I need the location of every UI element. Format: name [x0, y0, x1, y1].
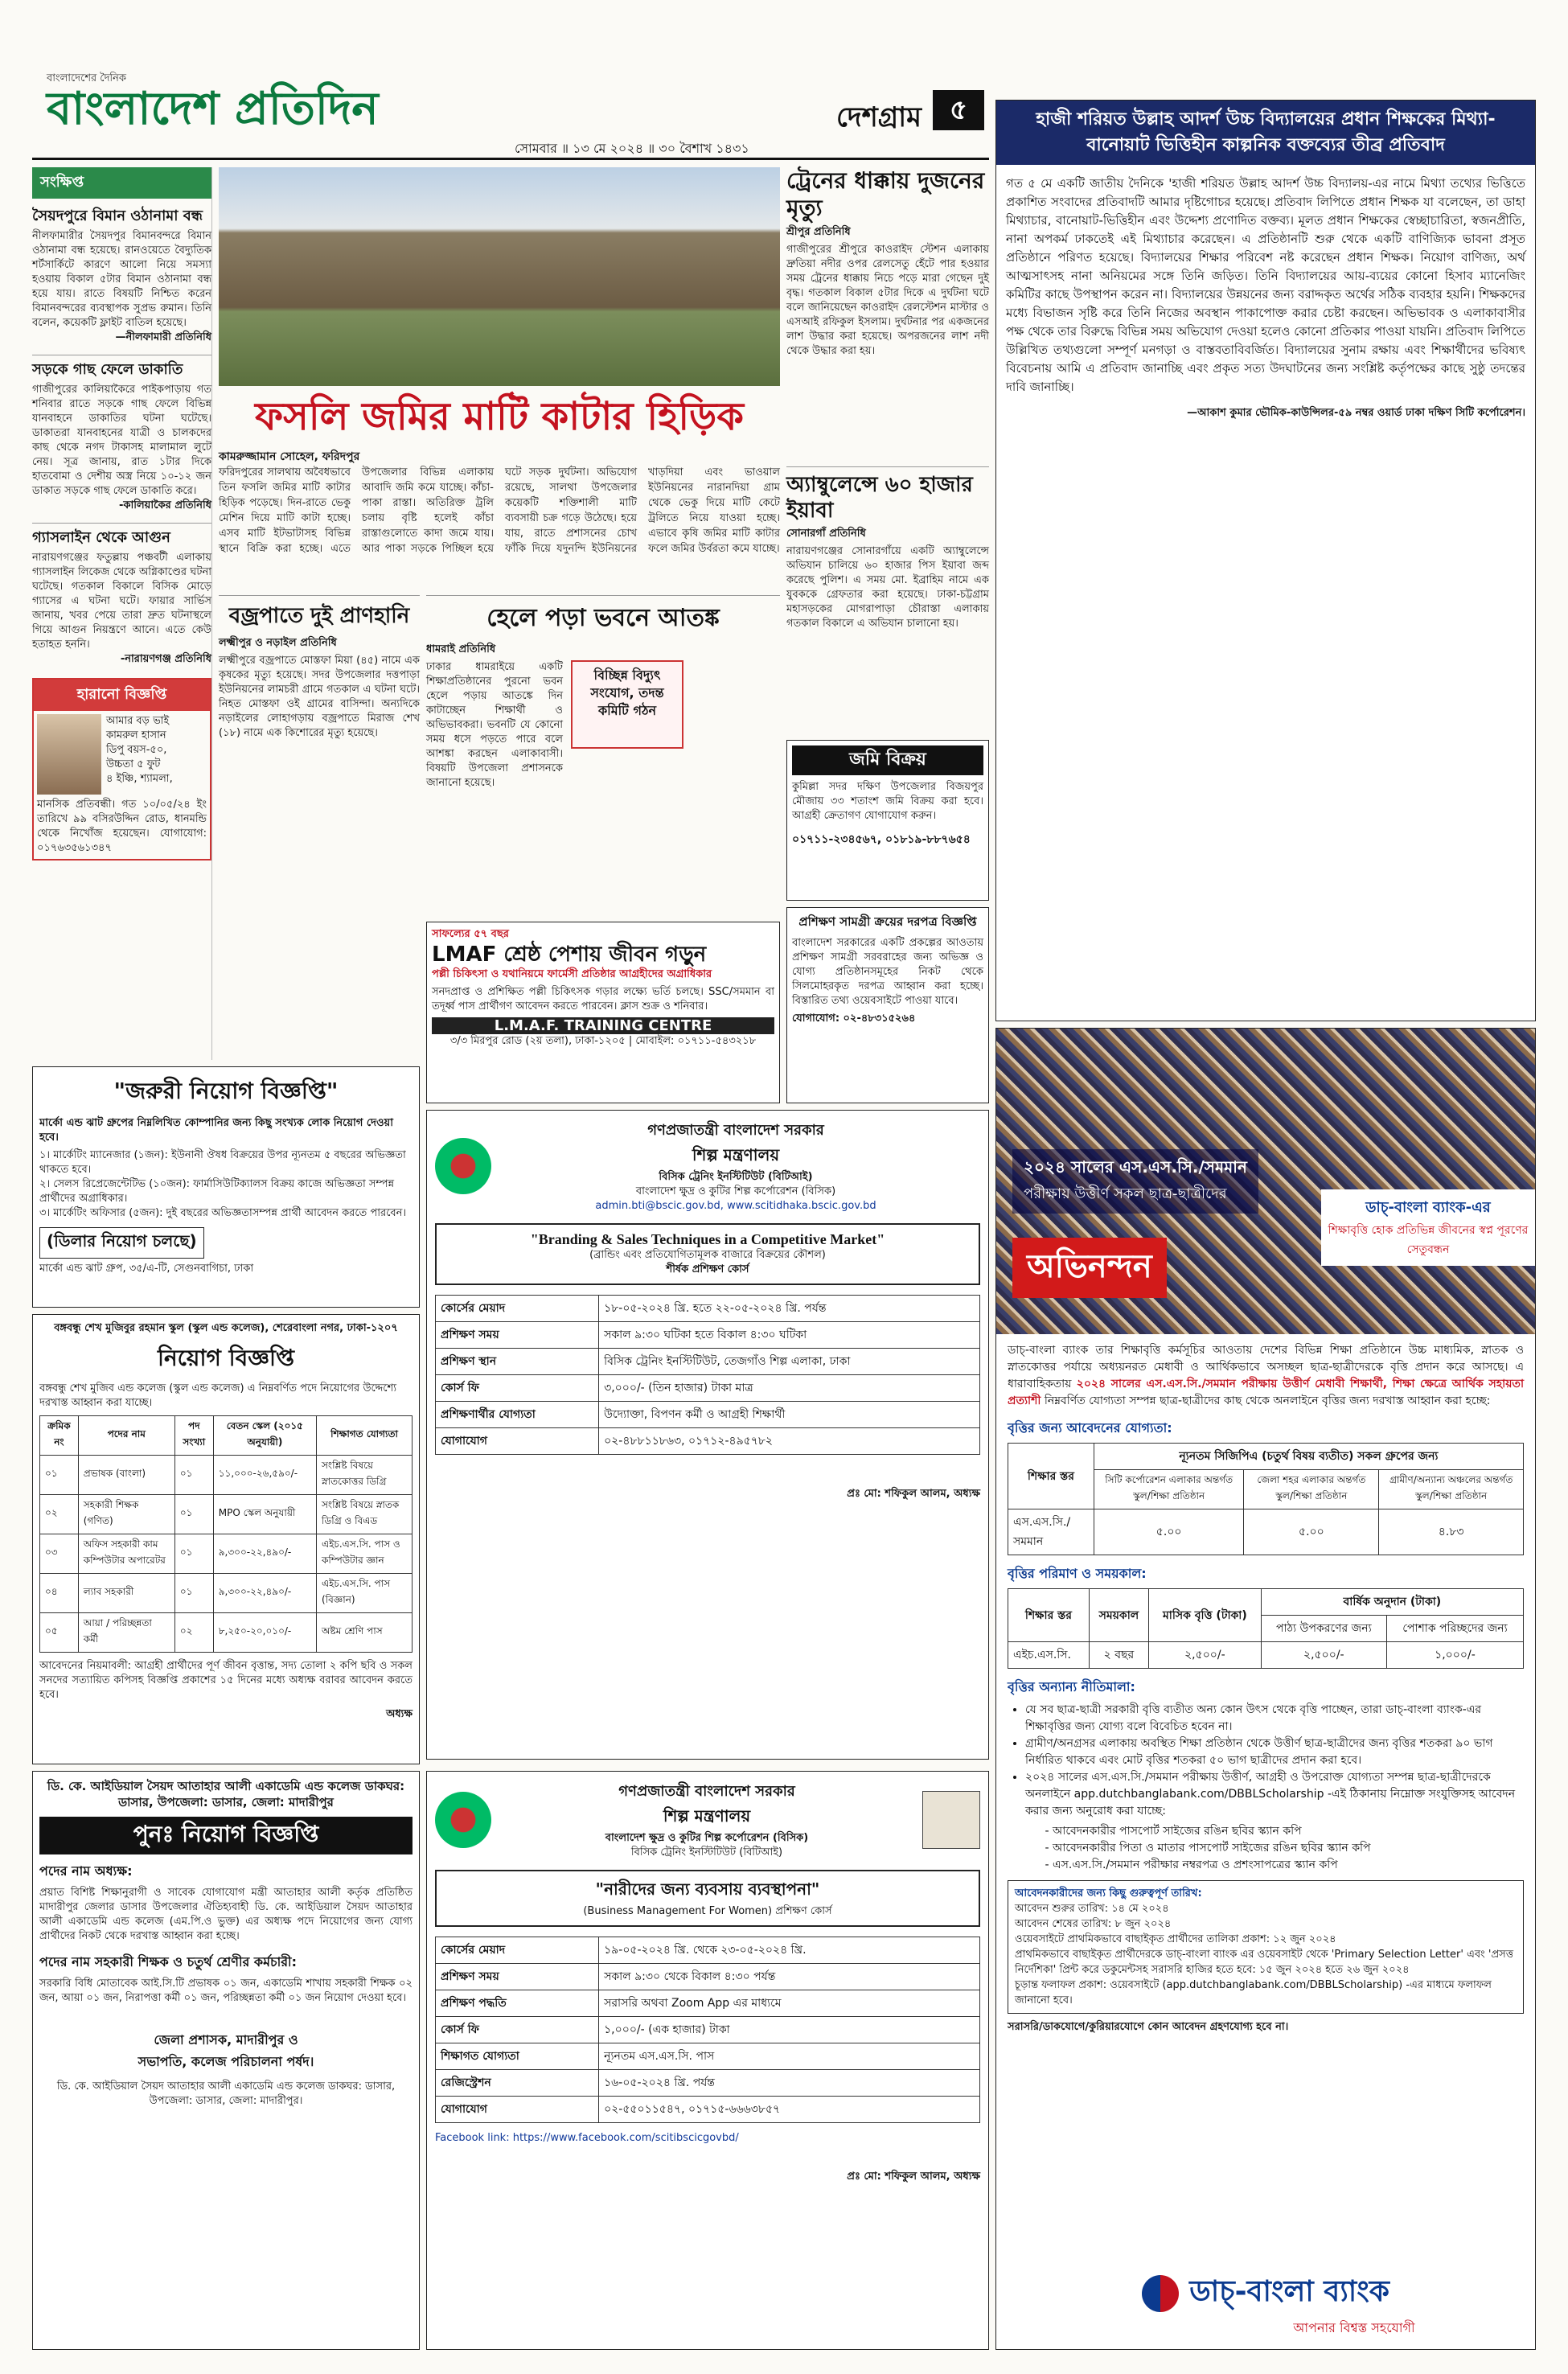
- table-cell: সংশ্লিষ্ট বিষয়ে স্নাতকোত্তর ডিগ্রি: [317, 1456, 413, 1495]
- main-story-text: কাঁচা-পাকা রাস্তা। অতিরিক্ত ট্রলি চলায় বৃষ্টি হলেই কাঁচা রাস্তাগুলোতে কাদা জমে যায়। আর পাকা সড়কে পিচ্ছিল হয়ে ঘটে সড়ক দুর্ঘটনা। অভিযোগ রয়েছে, সালথা উপজেলার কয়েকটি শক্তিশালী মাটি ব্যবসায়ী চক্র গড়ে উঠেছে।: [362, 466, 637, 555]
- job-ad-college-header: ডি. কে. আইডিয়াল সৈয়দ আতাহার আলী একাডেমি এন্ড কলেজ ডাকঘর: ডাসার, উপজেলা: ডাসার, জেলা: মাদারীপুর: [47, 1779, 405, 1809]
- intro-text: ডাচ্-বাংলা ব্যাংক তার শিক্ষাবৃত্তি কর্মসূচির আওতায় দেশের বিভিন্ন শিক্ষা প্রতিষ্ঠানে উচ্চ মাধ্যমিক, স্নাতক ও স্নাতকোত্তর পর্যায়ে অধ্যয়নরত মেধাবী ও আর্থিকভাবে অসচ্ছল ছাত্র-ছাত্রীদেরকে বৃত্তি প্রদান করে আসছে। এ ধারাবাহিকতায়: [1008, 1344, 1524, 1390]
- banner-line: পরীক্ষায় উত্তীর্ণ সকল ছাত্র-ছাত্রীদের: [1024, 1185, 1227, 1202]
- dbbl-logo-sub: আপনার বিশ্বস্ত সহযোগী: [1293, 2320, 1415, 2335]
- table-cell: প্রশিক্ষণ পদ্ধতি: [436, 1990, 599, 2017]
- table-row: [40, 1534, 413, 1574]
- masthead-rule: [32, 158, 989, 160]
- table-row: [436, 1296, 980, 1322]
- table-cell: সকাল ৯:৩০ থেকে বিকাল ৪:৩০ পর্যন্ত: [599, 1964, 980, 1990]
- table-cell: ১১,০০০-২৬,৫৯০/-: [213, 1456, 316, 1495]
- callout-text: বিচ্ছিন্ন বিদ্যুৎ সংযোগ, তদন্ত কমিটি গঠন: [590, 667, 664, 718]
- table-row: [1008, 1642, 1524, 1669]
- land-sale-ad: [786, 740, 989, 901]
- lmaf-subtitle: পল্লী চিকিৎসা ও যথানিয়মে ফার্মেসী প্রতিষ্ঠার আগ্রহীদের অগ্রাধিকার: [432, 968, 712, 980]
- table-row: [1008, 1509, 1524, 1555]
- table-cell: ০১: [174, 1574, 213, 1613]
- lmaf-years: সাফল্যের ৫৭ বছর: [432, 928, 509, 940]
- sidebar-item-byline: -কালিয়াকৈর প্রতিনিধি: [119, 499, 211, 511]
- gov-ad2-header3: বাংলাদেশ ক্ষুদ্র ও কুটির শিল্প কর্পোরেশন (বিসিক): [605, 1832, 809, 1844]
- sidebar-label: সংক্ষিপ্ত: [32, 167, 211, 199]
- date-line: আবেদন শুরুর তারিখ: ১৪ মে ২০২৪: [1015, 1903, 1169, 1915]
- dbbl-eligibility-table: [1008, 1443, 1524, 1555]
- table-cell: প্রভাষক (বাংলা): [78, 1456, 174, 1495]
- dbbl-amount-table: [1008, 1588, 1524, 1669]
- job-ad-college-sign: [39, 2030, 413, 2073]
- gov-ad2-header4: বিসিক ট্রেনিং ইনস্টিটিউট (বিটিআই): [630, 1846, 783, 1859]
- gov-ad-course-box: [435, 1223, 980, 1285]
- dbbl-ad: [995, 1028, 1536, 2350]
- table-cell: ০৩: [40, 1534, 79, 1574]
- logo: বাংলাদেশ প্রতিদিন: [47, 83, 379, 135]
- table-header: বার্ষিক অনুদান (টাকা): [1261, 1589, 1523, 1616]
- ambulance-story-byline: সোনারগাঁ প্রতিনিধি: [786, 528, 866, 540]
- job-ad-college-address: ডি. কে. আইডিয়াল সৈয়দ আতাহার আলী একাডেমি এন্ড কলেজ ডাকঘর: ডাসার, উপজেলা: ডাসার, জেলা: মাদারীপুর।: [56, 2080, 396, 2107]
- missing-line: কামরুল হাসান: [106, 729, 166, 741]
- table-cell: কোর্স ফি: [436, 2017, 599, 2043]
- lightning-story-headline: বজ্রপাতে দুই প্রাণহানি: [228, 604, 410, 628]
- gov-ad-women: [426, 1771, 989, 2350]
- table-cell: ল্যাব সহকারী: [78, 1574, 174, 1613]
- job-ad-urgent-dealer: (ডিলার নিয়োগ চলছে): [39, 1227, 204, 1259]
- table-row: [436, 1402, 980, 1428]
- table-header: সিটি কর্পোরেশন এলাকার অন্তর্গত স্কুল/শিক্ষা প্রতিষ্ঠান: [1094, 1470, 1244, 1509]
- table-cell: কোর্সের মেয়াদ: [436, 1937, 599, 1964]
- lmaf-body: সনদপ্রাপ্ত ও প্রশিক্ষিত পল্লী চিকিৎসক গড়ার লক্ষ্যে ভর্তি চলছে। SSC/সমমান বা তদূর্ধ্ব পাস প্রার্থীগণ আবেদন করতে পারবেন। ক্লাস শুক্র ও শনিবার।: [432, 986, 774, 1012]
- gov-ad-header4: বাংলাদেশ ক্ষুদ্র ও কুটির শিল্প কর্পোরেশন (বিসিক): [635, 1185, 836, 1197]
- dbbl-banner-congrats: অভিনন্দন: [1012, 1238, 1167, 1298]
- table-cell: ০১: [174, 1456, 213, 1495]
- gov-ad-header1: গণপ্রজাতন্ত্রী বাংলাদেশ সরকার: [647, 1122, 824, 1139]
- banner-line: ২০২৪ সালের এস.এস.সি./সমমান: [1024, 1157, 1247, 1177]
- table-cell: ন্যূনতম এস.এস.সি. পাস: [599, 2043, 980, 2070]
- land-sale-phone: ০১৭১১-২৩৪৫৬৭, ০১৮১৯-৮৮৭৬৫৪: [792, 833, 971, 846]
- table-cell: এইচ.এস.সি. পাস (বিজ্ঞান): [317, 1574, 413, 1613]
- table-cell: প্রশিক্ষণ সময়: [436, 1964, 599, 1990]
- sidebar-item-body: গাজীপুরের কালিয়াকৈরে পাইকপাড়ায় গত শনিবার রাতে সড়কে গাছ ফেলে বিভিন্ন যানবাহনে ডাকাতির ঘটনা ঘটেছে। ডাকাতরা যানবাহনের যাত্রী ও চালকদের কাছ থেকে নগদ টাকাসহ মালামাল লুটে নেয়। সূত্র জানায়, রাত ১টার দিকে হাতবোমা ও দেশীয় অস্ত্র নিয়ে ১০-১২ জন ডাকাত সড়কে গাছ ফেলে ডাকাতি করে।: [32, 384, 211, 497]
- table-header: জেলা শহর এলাকার অন্তর্গত স্কুল/শিক্ষা প্রতিষ্ঠান: [1244, 1470, 1379, 1509]
- list-item: - এস.এস.সি./সমমান পরীক্ষার নম্বরপত্র ও প্রশংসাপত্রের স্ক্যান কপি: [1053, 1857, 1524, 1874]
- table-cell: ২,৫০০/-: [1261, 1642, 1386, 1669]
- sidebar: [32, 167, 212, 1060]
- list-item: - আবেদনকারীর পাসপোর্ট সাইজের রঙিন ছবির স্ক্যান কপি: [1053, 1823, 1524, 1840]
- masthead-tagline: বাংলাদেশের দৈনিক: [47, 72, 126, 84]
- job-ad-school-footer: আবেদনের নিয়মাবলী: আগ্রহী প্রার্থীদের পূর্ণ জীবন বৃত্তান্ত, সদ্য তোলা ২ কপি ছবি ও সকল সনদের সত্যায়িত কপিসহ বিজ্ঞপ্তি প্রকাশের ১৫ দিনের মধ্যে অধ্যক্ষ বরাবর আবেদন করতে হবে।: [39, 1660, 413, 1701]
- job-ad-college-body2: সরকারি বিধি মোতাবেক আই.সি.টি প্রভাষক ০১ জন, একাডেমি শাখায় সহকারী শিক্ষক ০২ জন, আয়া ০১ জন, নিরাপত্তা কর্মী ০১ জন, পরিচ্ছন্নতা কর্মী ০১ জন নিয়োগ দেওয়া হবে।: [39, 1978, 413, 2004]
- job-ad-school-header: বঙ্গবন্ধু শেখ মুজিবুর রহমান স্কুল (স্কুল এন্ড কলেজ), শেরেবাংলা নগর, ঢাকা-১২০৭: [54, 1322, 398, 1334]
- table-cell: ৩,০০০/- (তিন হাজার) টাকা মাত্র: [599, 1375, 980, 1402]
- job-ad-urgent-item: ২। সেলস রিপ্রেজেন্টেটিভ (১০জন): ফার্মাসিউটিক্যালস বিক্রয় কাজে অভিজ্ঞতা সম্পন্ন প্রার্থীদের অগ্রাধিকার।: [39, 1178, 394, 1205]
- train-story-byline: শ্রীপুর প্রতিনিধি: [786, 226, 851, 238]
- table-row: [40, 1574, 413, 1613]
- missing-line: ৪ ইঞ্চি, শ্যামলা,: [106, 773, 173, 785]
- table-row: [436, 2043, 980, 2070]
- page-number-badge: [933, 90, 984, 130]
- land-sale-body: কুমিল্লা সদর দক্ষিণ উপজেলার বিজয়পুর মৌজায় ৩৩ শতাংশ জমি বিক্রয় করা হবে। আগ্রহী ক্রেতাগণ যোগাযোগ করুন।: [792, 781, 983, 822]
- table-cell: শিক্ষাগত যোগ্যতা: [436, 2043, 599, 2070]
- gov-seal-icon: [435, 1792, 491, 1848]
- side-brand: ডাচ্-বাংলা ব্যাংক-এর: [1365, 1199, 1491, 1216]
- table-cell: ০২-৪৮৮১১৮৬৩, ০১৭১২-৪৯৫৭৮২: [599, 1428, 980, 1455]
- job-ad-urgent-item: ১। মার্কেটিং ম্যানেজার (১জন): ইউনানী ঔষধ বিক্রয়ের উপর ন্যূনতম ৫ বছরের অভিজ্ঞতা থাকতে হবে।: [39, 1149, 406, 1176]
- school-story-headline: হেলে পড়া ভবনে আতঙ্ক: [486, 604, 720, 632]
- training-tender-ad: [786, 907, 989, 1103]
- table-header: পোশাক পরিচ্ছদের জন্য: [1386, 1616, 1523, 1642]
- main-story-text: ফরিদপুরের সালথায় অবৈধভাবে তিন ফসলি জমির মাটি কাটার হিড়িক পড়েছে। দিন-রাতে ভেকু মেশিন দিয়ে মাটি কাটা হচ্ছে। এসব মাটি ইটভাটাসহ বিভিন্ন স্থানে বিক্রি করা হচ্ছে। এতে উপজেলার বিভিন্ন এলাকায় আবাদি জমি কমে যাচ্ছে।: [219, 466, 494, 555]
- dbbl-note: সরাসরি/ডাকযোগে/কুরিয়ারযোগে কোন আবেদন গ্রহণযোগ্য হবে না।: [1008, 2021, 1289, 2033]
- table-cell: ১৬-০৫-২০২৪ খ্রি. পর্যন্ত: [599, 2070, 980, 2097]
- page-number: ৫: [949, 94, 968, 126]
- table-cell: এইচ.এস.সি.: [1008, 1642, 1090, 1669]
- missing-details: মানসিক প্রতিবন্ধী। গত ১০/০৫/২৪ ইং তারিখে ৯৯ বসিরউদ্দিন রোড, ধানমন্ডি থেকে নিখোঁজ হয়েছেন। যোগাযোগ: ০১৭৬৩৫৬১৩৪৭: [37, 799, 207, 854]
- dbbl-logo: [996, 2269, 1535, 2339]
- sign-line: জেলা প্রশাসক, মাদারীপুর ও: [154, 2032, 298, 2047]
- table-row: [436, 1428, 980, 1455]
- job-ad-urgent-intro: মার্কো এন্ড ঝাট গ্রুপের নিম্নলিখিত কোম্পানির জন্য কিছু সংখ্যক লোক নিয়োগ দেওয়া হবে।: [39, 1117, 393, 1144]
- training-body: বাংলাদেশ সরকারের একটি প্রকল্পের আওতায় প্রশিক্ষণ সামগ্রী সরবরাহের জন্য অভিজ্ঞ ও যোগ্য প্রতিষ্ঠানসমূহের নিকট থেকে সিলমোহরকৃত দরপত্র আহ্বান করা হচ্ছে। বিস্তারিত তথ্য ওয়েবসাইটে পাওয়া যাবে।: [792, 937, 983, 1007]
- gov-ad2-course-box: [435, 1870, 980, 1927]
- sidebar-item-body: নারায়ণগঞ্জের ফতুল্লায় পঞ্চবটী এলাকায় গ্যাসলাইন লিকেজ থেকে অগ্নিকাণ্ডের ঘটনা ঘটেছে। গতকাল বিকালে বিসিক মোড়ে গ্যাসের এ ঘটনা ঘটে। ফায়ার সার্ভিস জানায়, খবর পেয়ে তারা দ্রুত ঘটনাস্থলে গিয়ে আগুন নিয়ন্ত্রণে আনে। এতে কেউ হতাহত হননি।: [32, 552, 211, 651]
- table-cell: সংশ্লিষ্ট বিষয়ে স্নাতক ডিগ্রি ও বিএড: [317, 1495, 413, 1534]
- dbbl-banner-side: [1321, 1189, 1535, 1266]
- date-line: চূড়ান্ত ফলাফল প্রকাশ: ওয়েবসাইটে (app.dutchbanglabank.com/DBBLScholarship) -এর মাধ্যমে ফলাফল জানানো হবে।: [1015, 1979, 1492, 2006]
- table-row: [436, 1964, 980, 1990]
- table-cell: ৫.০০: [1244, 1509, 1379, 1555]
- sidebar-item-body: নীলফামারীর সৈয়দপুর বিমানবন্দরে বিমান ওঠানামা বন্ধ হয়েছে। রানওয়েতে বৈদ্যুতিক শর্টসার্কিটে কারণে আলো নিয়ে সমস্যা হওয়ায় বিকাল ৫টার বিমান ওঠানামা বন্ধ হয়ে যায়। রাতে বিষয়টি নিশ্চিত করেন বিমানবন্দরের ব্যবস্থাপক সুপ্রভ রুমান। তিনি বলেন, কয়েকটি ফ্লাইট বাতিল হয়েছে।: [32, 230, 211, 329]
- list-item: • ২০২৪ সালের এস.এস.সি./সমমান পরীক্ষায় উত্তীর্ণ, আগ্রহী ও উপরোক্ত যোগ্যতা সম্পন্ন ছাত্র-ছাত্রীদেরকে অনলাইনে app.dutchbanglabank.com/DBBLScholarship -এই ঠিকানায় নিম্নোক্ত সংযুক্তিসহ আবেদন করার জন্য অনুরোধ করা যাচ্ছে:: [1025, 1769, 1524, 1820]
- main-story-byline: কামরুজ্জামান সোহেল, ফরিদপুর: [219, 450, 360, 463]
- gov-ad2-course-sub: (Business Management For Women) প্রশিক্ষণ কোর্স: [583, 1905, 832, 1917]
- lmaf-address: ৩/৩ মিরপুর রোড (২য় তলা), ঢাকা-১২০৫ | মোবাইল: ০১৭১১-৫৪৩২১৮: [449, 1035, 757, 1047]
- gov-ad-course-label: শীর্ষক প্রশিক্ষণ কোর্স: [666, 1263, 749, 1275]
- lmaf-footer: L.M.A.F. TRAINING CENTRE: [432, 1017, 774, 1034]
- table-cell: ০২-৫৫০১১৫৪৭, ০১৭১৫-৬৬৬৩৮৫৭: [599, 2097, 980, 2123]
- table-header: গ্রামীণ/অন্যান্য অঞ্চলের অন্তর্গত স্কুল/শিক্ষা প্রতিষ্ঠান: [1379, 1470, 1524, 1509]
- gov-ad2-course-title: "নারীদের জন্য ব্যবসায় ব্যবস্থাপনা": [595, 1879, 820, 1899]
- table-cell: সরাসরি অথবা Zoom App এর মাধ্যমে: [599, 1990, 980, 2017]
- table-cell: যোগাযোগ: [436, 2097, 599, 2123]
- table-row: [436, 1375, 980, 1402]
- sidebar-item-title: সৈয়দপুরে বিমান ওঠানামা বন্ধ: [32, 207, 203, 224]
- table-header: ন্যূনতম সিজিপিএ (চতুর্থ বিষয় ব্যতীত) সকল গ্রুপের জন্য: [1094, 1444, 1523, 1470]
- table-header: বেতন স্কেল (২০১৫ অনুযায়ী): [213, 1416, 316, 1456]
- table-header: পদ সংখ্যা: [174, 1416, 213, 1456]
- table-cell: প্রশিক্ষণ সময়: [436, 1322, 599, 1349]
- table-header: শিক্ষার স্তর: [1008, 1589, 1090, 1642]
- table-row: [40, 1495, 413, 1534]
- table-cell: ২ বছর: [1089, 1642, 1148, 1669]
- dbbl-amount-title: বৃত্তির পরিমাণ ও সময়কাল:: [1008, 1566, 1147, 1581]
- table-cell: ২,৫০০/-: [1149, 1642, 1262, 1669]
- gov-ad-details-table: [435, 1295, 980, 1455]
- table-row: [40, 1456, 413, 1495]
- table-cell: ০১: [174, 1534, 213, 1574]
- table-row: [436, 1322, 980, 1349]
- lmaf-ad: [426, 922, 780, 1103]
- table-cell: ৯,৩০০-২২,৪৯০/-: [213, 1574, 316, 1613]
- missing-notice-label: হারানো বিজ্ঞপ্তি: [34, 680, 210, 711]
- date-line: প্রাথমিকভাবে বাছাইকৃত প্রার্থীদেরকে ডাচ্-বাংলা ব্যাংক এর ওয়েবসাইট থেকে 'Primary Selection Letter' এবং 'প্রসত্ত নির্দেশিকা' প্রিন্ট করে ডকুমেন্টসহ সরাসরি হাজির হতে হবে: ১৫ জুন ২০২৪ হতে ২৬ জুন ২০২৪: [1015, 1949, 1514, 1976]
- job-ad-urgent-address: মার্কো এন্ড ঝাট গ্রুপ, ৩৫/এ-টি, সেগুনবাগিচা, ঢাকা: [39, 1263, 254, 1275]
- table-row: [436, 2097, 980, 2123]
- missing-line: আমার বড় ভাই: [106, 715, 170, 727]
- table-cell: প্রশিক্ষণ স্থান: [436, 1349, 599, 1375]
- missing-person-photo: [37, 714, 101, 795]
- table-cell: অষ্টম শ্রেণি পাস: [317, 1613, 413, 1653]
- table-cell: রেজিস্ট্রেশন: [436, 2070, 599, 2097]
- issue-date: সোমবার ॥ ১৩ মে ২০২৪ ॥ ৩০ বৈশাখ ১৪৩১: [515, 141, 749, 156]
- gov-ad2-details-table: [435, 1937, 980, 2123]
- gov-ad-header2: শিল্প মন্ত্রণালয়: [692, 1145, 780, 1164]
- table-cell: ৮,২৫০-২০,০১০/-: [213, 1613, 316, 1653]
- gov-ad2-fb[interactable]: Facebook link: https://www.facebook.com/scitibscicgovbd/: [435, 2132, 739, 2144]
- protest-ad-title: হাজী শরিয়ত উল্লাহ আদর্শ উচ্চ বিদ্যালয়ের প্রধান শিক্ষকের মিথ্যা-বানোয়াট ভিত্তিহীন কাল্পনিক বক্তব্যের তীব্র প্রতিবাদ: [996, 101, 1535, 165]
- list-item: • গ্রামীণ/অনগ্রসর এলাকায় অবস্থিত শিক্ষা প্রতিষ্ঠান থেকে উত্তীর্ণ ছাত্র-ছাত্রীদের জন্য বৃত্তির শতকরা ৯০ ভাগ নির্ধারিত থাকবে এবং মোট বৃত্তির শতকরা ৫০ ভাগ ছাত্রীদের প্রদান করা হবে।: [1025, 1735, 1524, 1769]
- list-item: - আবেদনকারীর পিতা ও মাতার পাসপোর্ট সাইজের রঙিন ছবির স্ক্যান কপি: [1053, 1840, 1524, 1857]
- dbbl-logo-icon: [1142, 2275, 1179, 2312]
- gov-ad-header3: বিসিক ট্রেনিং ইনস্টিটিউট (বিটিআই): [659, 1171, 813, 1183]
- table-cell: ১৯-০৫-২০২৪ খ্রি. থেকে ২৩-০৫-২০২৪ খ্রি.: [599, 1937, 980, 1964]
- table-header: পদের নাম: [78, 1416, 174, 1456]
- table-header: পাঠ্য উপকরণের জন্য: [1261, 1616, 1386, 1642]
- table-cell: ১,০০০/- (এক হাজার) টাকা: [599, 2017, 980, 2043]
- gov-seal-icon: [435, 1138, 491, 1194]
- table-row: [436, 1937, 980, 1964]
- school-story-callout: [571, 660, 683, 749]
- side-line: শিক্ষাবৃত্তি হোক প্রতিভিন্ন জীবনের স্বপ্ন পূরণের সেতুবন্ধন: [1328, 1224, 1529, 1256]
- job-ad-school-sign: অধ্যক্ষ: [386, 1708, 413, 1720]
- job-ad-college: [32, 1771, 420, 2350]
- job-ad-school: [32, 1314, 420, 1764]
- table-cell: উদ্যোক্তা, বিপণন কর্মী ও আগ্রহী শিক্ষার্থী: [599, 1402, 980, 1428]
- gov-ad-course-title: "Branding & Sales Techniques in a Competitive Market": [530, 1231, 885, 1247]
- dbbl-eligibility-title: বৃত্তির জন্য আবেদনের যোগ্যতা:: [1008, 1420, 1172, 1435]
- table-cell: ০৪: [40, 1574, 79, 1613]
- intro-bold-text: ২০২৪ সালের এস.এস.সি./সমমান পরীক্ষায় উত্তীর্ণ মেধাবী শিক্ষার্থী, শিক্ষা ক্ষেত্রে আর্থিক সহায়তা প্রত্যাশী: [1008, 1378, 1524, 1407]
- job-ad-college-title: পুনঃ নিয়োগ বিজ্ঞপ্তি: [39, 1817, 413, 1854]
- dates-title: আবেদনকারীদের জন্য কিছু গুরুত্বপূর্ণ তারিখ:: [1015, 1887, 1202, 1900]
- gov-ad-email: admin.bti@bscic.gov.bd, www.scitidhaka.bscic.gov.bd: [595, 1200, 876, 1212]
- training-contact: যোগাযোগ: ০২-৪৮৩১৫২৬৪: [792, 1012, 916, 1025]
- dbbl-banner-photo: [996, 1029, 1535, 1334]
- dbbl-rules-title: বৃত্তির অন্যান্য নীতিমালা:: [1008, 1679, 1135, 1694]
- main-story-photo: [219, 167, 780, 386]
- gov-ad-course-sub: (ব্রান্ডিং এবং প্রতিযোগিতামূলক বাজারে বিক্রয়ের কৌশল): [589, 1249, 826, 1261]
- lightning-story-byline: লক্ষ্মীপুর ও নড়াইল প্রতিনিধি: [219, 637, 337, 649]
- table-cell: MPO স্কেল অনুযায়ী: [213, 1495, 316, 1534]
- sidebar-item-byline: -নারায়ণগঞ্জ প্রতিনিধি: [120, 653, 211, 665]
- table-cell: ৫.০০: [1094, 1509, 1244, 1555]
- table-row: [436, 2017, 980, 2043]
- intro-end-text: নিম্নবর্ণিত যোগ্যতা সম্পন্ন ছাত্র-ছাত্রীদের কাছ থেকে অনলাইনে বৃত্তির জন্য দরখাস্ত আহ্বান করা হচ্ছে:: [1044, 1394, 1491, 1407]
- table-cell: ০২: [174, 1613, 213, 1653]
- school-story-byline: ধামরাই প্রতিনিধি: [426, 643, 496, 655]
- protest-ad-body: গত ৫ মে একটি জাতীয় দৈনিকে 'হাজী শরিয়ত উল্লাহ আদর্শ উচ্চ বিদ্যালয়-এর নামে মিথ্যা তথ্যের ভিত্তিতে প্রকাশিত সংবাদের প্রতিবাদটি আমার দৃষ্টিগোচর হয়েছে। প্রতিবাদ লিপিতে প্রধান শিক্ষক যা বলেছেন, তা ডাহা মিথ্যাচার, বানোয়াট-ভিত্তিহীন এবং উদ্দেশ্য প্রণোদিত বক্তব্য। মূলত প্রধান শিক্ষকের স্বেচ্ছাচারিতা, স্বজনপ্রীতি, নানা অপকর্ম ঢাকতেই এই মিথ্যাচার করেছেন। এ প্রতিষ্ঠানটি শুরু থেকে একটি বাণিজ্যিক ভাবনা প্রসূত প্রতিষ্ঠানে পরিণত হয়েছে। বিদ্যালয়ের শিক্ষার পরিবেশ নষ্ট করেছেন প্রধান শিক্ষক। নিয়োগ বাণিজ্য, অর্থ আত্মসাৎসহ নানা অনিয়মের সঙ্গে তিনি জড়িত। তিনি বিদ্যালয়ের আয়-ব্যয়ের কোনো হিসাব ম্যানেজিং কমিটির কাছে উপস্থাপন করেন না। বিদ্যালয়ের উন্নয়নের জন্য বরাদ্দকৃত অর্থের সঠিক ব্যবহার হয়নি। শিক্ষকদের মধ্যে বিভাজন সৃষ্টি করে তিনি নিজের অবস্থান পাকাপোক্ত করার চেষ্টা করছেন। অভিভাবক ও এলাকাবাসীর পক্ষ থেকে তার বিরুদ্ধে বিভিন্ন সময় অভিযোগ দেওয়া হলেও কোনো প্রতিকার পাওয়া যায়নি। প্রতিবাদ লিপিতে উল্লিখিত তথ্যগুলো সম্পূর্ণ মনগড়া ও বাস্তবতাবিবর্জিত। বিদ্যালয়ের সুনাম রক্ষায় এবং শিক্ষার্থীদের ভবিষ্যৎ বিবেচনায় আমি এ প্রতিবাদ জানাচ্ছি এবং প্রকৃত সত্য উদঘাটনের জন্য সংশ্লিষ্ট কর্তৃপক্ষের কাছে সুষ্ঠু তদন্তের দাবি জানাচ্ছি।: [1006, 176, 1525, 394]
- sign-line: সভাপতি, কলেজ পরিচালনা পর্ষদ।: [138, 2054, 314, 2069]
- table-cell: সকাল ৯:৩০ ঘটিকা হতে বিকাল ৪:৩০ ঘটিকা: [599, 1322, 980, 1349]
- protest-ad: [995, 100, 1536, 1021]
- sidebar-item-title: গ্যাসলাইন থেকে আগুন: [32, 523, 211, 548]
- sidebar-item-title: সড়কে গাছ ফেলে ডাকাতি: [32, 355, 211, 380]
- table-header: সময়কাল: [1089, 1589, 1148, 1642]
- dbbl-attachments-list: [996, 1823, 1535, 1874]
- gov-ad-branding: [426, 1110, 989, 1760]
- date-line: ওয়েবসাইটে প্রাথমিকভাবে বাছাইকৃত প্রার্থীদের তালিকা প্রকাশ: ১২ জুন ২০২৪: [1015, 1933, 1336, 1945]
- table-header: মাসিক বৃত্তি (টাকা): [1149, 1589, 1262, 1642]
- lightning-story-body: লক্ষ্মীপুরে বজ্রপাতে মোস্তফা মিয়া (৪৫) নামে এক কৃষকের মৃত্যু হয়েছে। সদর উপজেলার দত্তপাড়া ইউনিয়নের লামচরী গ্রামে গতকাল এ ঘটনা ঘটে। নিহত মোস্তফা ওই গ্রামের বাসিন্দা। অন্যদিকে নড়াইলের লোহাগড়ায় বজ্রপাতে মিরাজ শেখ (১৮) নামে এক কিশোরের মৃত্যু হয়েছে।: [219, 655, 420, 739]
- table-cell: এইচ.এস.সি. পাস ও কম্পিউটার জ্ঞান: [317, 1534, 413, 1574]
- main-story-text: হয়ে যায়, রাতে প্রশাসনের চোখ ফাঁকি দিয়ে যদুনন্দি ইউনিয়নের খাড়দিয়া এবং ভাওয়াল ইউনিয়নের নারানদিয়া গ্রাম থেকে ভেকু দিয়ে মাটি কেটে ট্রলিতে নিয়ে যাওয়া হচ্ছে। এভাবে কৃষি জমির মাটি কাটার ফলে জমির উর্বরতা কমে যাচ্ছে।: [505, 466, 780, 555]
- table-cell: যোগাযোগ: [436, 1428, 599, 1455]
- table-cell: ৪.৮৩: [1379, 1509, 1524, 1555]
- table-row: [436, 1349, 980, 1375]
- section-title: দেশগ্রাম: [836, 101, 922, 133]
- missing-notice: [32, 678, 211, 860]
- main-story-body: [219, 465, 780, 585]
- job-ad-school-table: [39, 1415, 413, 1653]
- job-ad-urgent: [32, 1066, 420, 1308]
- dbbl-banner-text: [1012, 1149, 1258, 1214]
- school-story-body: ঢাকার ধামরাইয়ে একটি শিক্ষাপ্রতিষ্ঠানের পুরনো ভবন হেলে পড়ায় আতঙ্কে দিন কাটাচ্ছেন শিক্ষার্থী ও অভিভাবকরা। ভবনটি যে কোনো সময় ধসে পড়তে পারে বলে আশঙ্কা করছেন এলাকাবাসী। বিষয়টি উপজেলা প্রশাসনকে জানানো হয়েছে।: [426, 661, 563, 789]
- school-story: [426, 595, 780, 917]
- table-cell: ০৫: [40, 1613, 79, 1653]
- table-row: [436, 1990, 980, 2017]
- training-title: প্রশিক্ষণ সামগ্রী ক্রয়ের দরপত্র বিজ্ঞপ্তি: [798, 914, 977, 929]
- table-header: শিক্ষার স্তর: [1008, 1444, 1094, 1509]
- table-cell: প্রশিক্ষণার্থীর যোগ্যতা: [436, 1402, 599, 1428]
- table-cell: ০১: [40, 1456, 79, 1495]
- ambulance-story: [786, 466, 989, 740]
- missing-line: উচ্চতা ৫ ফুট: [106, 758, 161, 770]
- table-cell: কোর্সের মেয়াদ: [436, 1296, 599, 1322]
- table-cell: এস.এস.সি./সমমান: [1008, 1509, 1094, 1555]
- table-header: ক্রমিক নং: [40, 1416, 79, 1456]
- job-ad-school-title: নিয়োগ বিজ্ঞপ্তি: [157, 1345, 295, 1371]
- land-sale-title: জমি বিক্রয়: [792, 745, 983, 775]
- dbbl-dates-box: [1008, 1880, 1524, 2014]
- gov-ad2-header2: শিল্প মন্ত্রণালয়: [663, 1806, 751, 1826]
- ambulance-story-body: নারায়ণগঞ্জের সোনারগাঁয়ে একটি অ্যাম্বুলেন্সে অভিযান চালিয়ে ৬০ হাজার পিস ইয়াবা জব্দ করেছে পুলিশ। এ সময় মো. ইব্রাহিম নামে এক যুবককে গ্রেফতার করা হয়েছে। ঢাকা-চট্টগ্রাম মহাসড়কের মোগরাপাড়া চৌরাস্তা এলাকায় গতকাল বিকালে এ অভিযান চালানো হয়।: [786, 545, 989, 630]
- table-cell: ১,০০০/-: [1386, 1642, 1523, 1669]
- protest-ad-signature: —আকাশ কুমার ভৌমিক-কাউন্সিলর-৫৯ নম্বর ওয়ার্ড ঢাকা দক্ষিণ সিটি কর্পোরেশন।: [1187, 407, 1525, 419]
- table-cell: সহকারী শিক্ষক (গণিত): [78, 1495, 174, 1534]
- table-cell: আয়া / পরিচ্ছন্নতা কর্মী: [78, 1613, 174, 1653]
- ambulance-story-headline: অ্যাম্বুলেন্সে ৬০ হাজার ইয়াবা: [786, 473, 973, 523]
- table-cell: ০১: [174, 1495, 213, 1534]
- dbbl-intro: [996, 1334, 1535, 1418]
- lightning-story: [219, 595, 420, 1062]
- bscic-logo-icon: [922, 1791, 980, 1849]
- sidebar-item-byline: —নীলফামারী প্রতিনিধি: [115, 331, 211, 343]
- gov-ad2-sign: প্রঃ মো: শফিকুল আলম, অধ্যক্ষ: [847, 2171, 980, 2183]
- dbbl-rules-list: [996, 1702, 1535, 1820]
- table-cell: ১৮-০৫-২০২৪ খ্রি. হতে ২২-০৫-২০২৪ খ্রি. পর্যন্ত: [599, 1296, 980, 1322]
- job-ad-urgent-title: "জরুরী নিয়োগ বিজ্ঞপ্তি": [113, 1078, 339, 1104]
- train-story-headline: ট্রেনের ধাক্কায় দুজনের মৃত্যু: [786, 167, 985, 221]
- missing-line: ডিপু বয়স-৫০,: [106, 744, 167, 756]
- job-ad-college-post1: পদের নাম অধ্যক্ষ:: [39, 1863, 133, 1879]
- table-cell: অফিস সহকারী কাম কম্পিউটার অপারেটর: [78, 1534, 174, 1574]
- gov-ad-sign: প্রঃ মো: শফিকুল আলম, অধ্যক্ষ: [847, 1488, 980, 1500]
- train-story: [786, 167, 989, 465]
- table-header: শিক্ষাগত যোগ্যতা: [317, 1416, 413, 1456]
- lmaf-title: LMAF শ্রেষ্ঠ পেশায় জীবন গড়ুন: [432, 943, 707, 967]
- table-cell: ০২: [40, 1495, 79, 1534]
- main-story-headline: ফসলি জমির মাটি কাটার হিড়িক: [255, 394, 744, 439]
- train-story-body: গাজীপুরের শ্রীপুরে কাওরাইদ স্টেশন এলাকায় দ্রুতিয়া নদীর ওপর রেলসেতু হেঁটে পার হওয়ার সময় ট্রেনের ধাক্কায় নিচে পড়ে মারা গেছেন দুই বৃদ্ধ। গতকাল বিকাল ৫টার দিকে এ দুর্ঘটনা ঘটে বলে জানিয়েছেন কাওরাইদ রেলস্টেশন মাস্টার ও এসআই রফিকুল ইসলাম। দুর্ঘটনার পর একজনের লাশ উদ্ধার করা হয়েছে। অপরজনের লাশ নদী থেকে উদ্ধার করা হয়।: [786, 244, 989, 357]
- table-cell: ৯,৩০০-২২,৪৯০/-: [213, 1534, 316, 1574]
- job-ad-college-post2: পদের নাম সহকারী শিক্ষক ও চতুর্থ শ্রেণীর কর্মচারী:: [39, 1954, 298, 1969]
- list-item: • যে সব ছাত্র-ছাত্রী সরকারী বৃত্তি ব্যতীত অন্য কোন উৎস থেকে বৃত্তি পাচ্ছেন, তারা ডাচ্-বাংলা ব্যাংক-এর শিক্ষাবৃত্তির জন্য যোগ্য বলে বিবেচিত হবেন না।: [1025, 1702, 1524, 1735]
- table-row: [40, 1613, 413, 1653]
- table-cell: বিসিক ট্রেনিং ইনস্টিটিউট, তেজগাঁও শিল্প এলাকা, ঢাকা: [599, 1349, 980, 1375]
- date-line: আবেদন শেষের তারিখ: ৮ জুন ২০২৪: [1015, 1918, 1172, 1930]
- job-ad-urgent-item: ৩। মার্কেটিং অফিসার (৫জন): দুই বছরের অভিজ্ঞতাসম্পন্ন প্রার্থী আবেদন করতে পারবেন।: [39, 1207, 407, 1219]
- gov-ad2-header1: গণপ্রজাতন্ত্রী বাংলাদেশ সরকার: [618, 1783, 795, 1800]
- dbbl-logo-text: ডাচ্-বাংলা ব্যাংক: [1189, 2275, 1389, 2308]
- table-cell: কোর্স ফি: [436, 1375, 599, 1402]
- job-ad-college-body1: প্রয়াত বিশিষ্ট শিক্ষানুরাগী ও সাবেক যোগাযোগ মন্ত্রী আতাহার আলী কর্তৃক প্রতিষ্ঠিত মাদারীপুর জেলার ডাসার উপজেলার ঐতিহ্যবাহী ডি. কে. আইডিয়াল সৈয়দ আতাহার আলী একাডেমি এন্ড কলেজ (এম.পি.ও ভুক্ত) এর অধ্যক্ষ পদে নিয়োগের জন্য যোগ্য প্রার্থীদের নিকট থেকে দরখাস্ত আহ্বান করা হচ্ছে।: [39, 1887, 413, 1942]
- table-row: [436, 2070, 980, 2097]
- job-ad-school-intro: বঙ্গবন্ধু শেখ মুজিব এন্ড কলেজ (স্কুল এন্ড কলেজ) এ নিম্নবর্ণিত পদে নিয়োগের উদ্দেশ্যে দরখাস্ত আহ্বান করা যাচ্ছে।: [39, 1382, 396, 1409]
